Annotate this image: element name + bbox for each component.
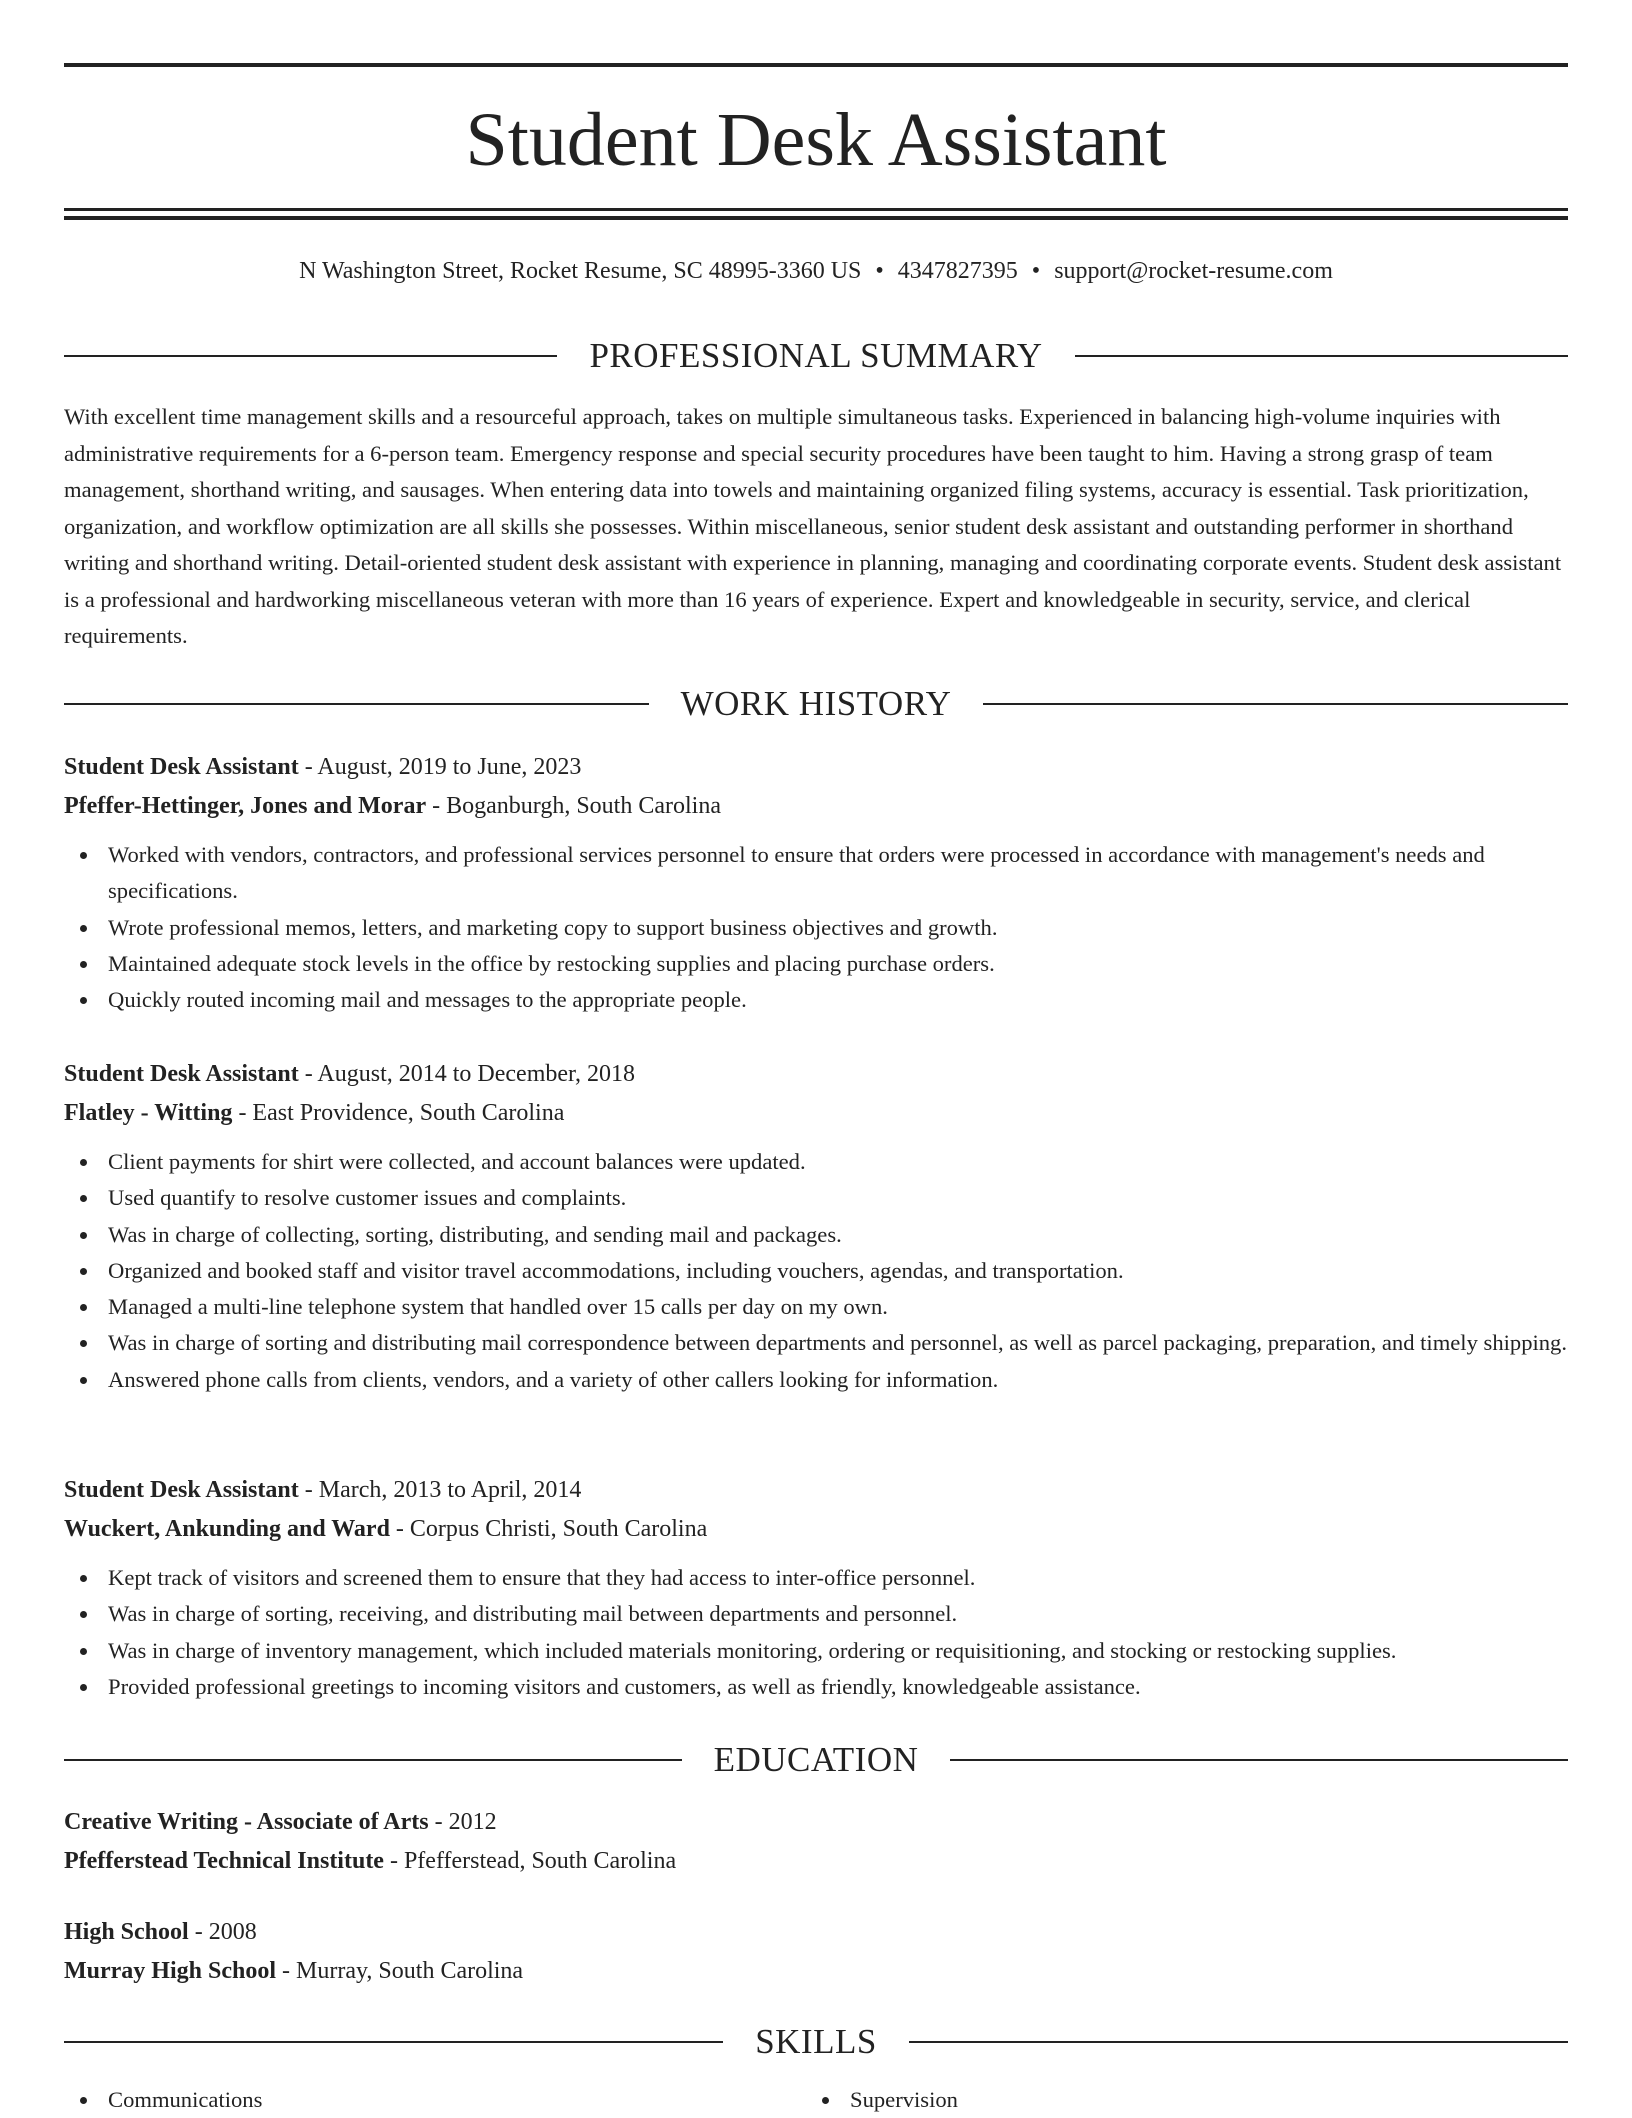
job-title: Student Desk Assistant <box>64 1477 299 1503</box>
heading-rule-left <box>64 355 557 357</box>
heading-rule-left <box>64 703 649 705</box>
list-item: Was in charge of sorting, receiving, and distributing mail between departments and personnel. <box>64 1596 1568 1632</box>
list-item: Client payments for shirt were collected, and account balances were updated. <box>64 1144 1568 1180</box>
job-company-line <box>64 1510 1568 1549</box>
job-location: - East Providence, South Carolina <box>232 1100 565 1126</box>
education-year: - 2012 <box>428 1809 497 1835</box>
job-dates: - March, 2013 to April, 2014 <box>298 1477 582 1503</box>
heading-rule-left <box>64 2041 723 2043</box>
job-location: - Boganburgh, South Carolina <box>426 793 721 819</box>
list-item: Was in charge of inventory management, which included materials monitoring, ordering or requisitioning, and stocking or restocking supplies. <box>64 1633 1568 1669</box>
job-location: - Corpus Christi, South Carolina <box>389 1516 708 1542</box>
job-entry <box>64 1055 1568 1398</box>
job-duties-list <box>64 1560 1568 1705</box>
section-heading-skills <box>64 2020 1568 2064</box>
education-entry <box>64 1803 1568 1881</box>
education-degree-line <box>64 1803 1568 1842</box>
contact-phone: 4347827395 <box>897 258 1018 284</box>
section-heading-education <box>64 1738 1568 1782</box>
list-item: Maintained adequate stock levels in the office by restocking supplies and placing purchase orders. <box>64 946 1568 982</box>
list-item: Wrote professional memos, letters, and marketing copy to support business objectives and growth. <box>64 910 1568 946</box>
job-company: Flatley - Witting <box>64 1100 233 1126</box>
skills-list <box>64 2082 1568 2118</box>
education-degree-line <box>64 1913 1568 1952</box>
list-item: Quickly routed incoming mail and messages to the appropriate people. <box>64 982 1568 1018</box>
heading-rule-right <box>1075 355 1568 357</box>
list-item: Was in charge of collecting, sorting, distributing, and sending mail and packages. <box>64 1217 1568 1253</box>
section-title-education: EDUCATION <box>713 1740 919 1779</box>
header-double-rule-upper <box>64 208 1568 211</box>
job-title-line <box>64 1471 1568 1510</box>
list-item: Worked with vendors, contractors, and professional services personnel to ensure that orders were processed in accordance with management's needs and specifications. <box>64 837 1568 910</box>
job-company: Pfeffer-Hettinger, Jones and Morar <box>64 793 427 819</box>
heading-rule-left <box>64 1759 682 1761</box>
list-item: Communications <box>64 2082 806 2118</box>
page-title: Student Desk Assistant <box>465 98 1167 182</box>
job-title: Student Desk Assistant <box>64 754 299 780</box>
list-item: Answered phone calls from clients, vendors, and a variety of other callers looking for information. <box>64 1362 1568 1398</box>
section-title-summary: PROFESSIONAL SUMMARY <box>589 336 1043 375</box>
section-heading-summary <box>64 334 1568 378</box>
job-title: Student Desk Assistant <box>64 1061 299 1087</box>
list-item: Organized and booked staff and visitor travel accommodations, including vouchers, agendas, and transportation. <box>64 1253 1568 1289</box>
job-company-line <box>64 787 1568 826</box>
heading-rule-right <box>983 703 1568 705</box>
header-top-rule <box>64 63 1568 67</box>
education-entry <box>64 1913 1568 1991</box>
list-item: Was in charge of sorting and distributing mail correspondence between departments and personnel, as well as parcel packaging, preparation, and timely shipping. <box>64 1325 1568 1361</box>
education-degree: Creative Writing - Associate of Arts <box>64 1809 429 1835</box>
contact-line <box>64 255 1568 287</box>
list-item: Provided professional greetings to incoming visitors and customers, as well as friendly, knowledgeable assistance. <box>64 1669 1568 1705</box>
job-title-line <box>64 748 1568 787</box>
contact-email: support@rocket-resume.com <box>1054 258 1333 284</box>
contact-address: N Washington Street, Rocket Resume, SC 48995-3360 US <box>299 258 862 284</box>
job-dates: - August, 2014 to December, 2018 <box>298 1061 636 1087</box>
skills-column-right <box>806 2082 1548 2118</box>
job-entry <box>64 748 1568 1018</box>
education-year: - 2008 <box>188 1919 257 1945</box>
heading-rule-right <box>909 2041 1568 2043</box>
list-item: Supervision <box>806 2082 1548 2118</box>
contact-separator: • <box>875 258 884 284</box>
job-dates: - August, 2019 to June, 2023 <box>298 754 582 780</box>
education-school-line <box>64 1842 1568 1881</box>
job-company: Wuckert, Ankunding and Ward <box>64 1516 390 1542</box>
job-duties-list <box>64 1144 1568 1398</box>
list-item: Used quantify to resolve customer issues and complaints. <box>64 1180 1568 1216</box>
header-double-rule-lower <box>64 216 1568 220</box>
education-school: Pfefferstead Technical Institute <box>64 1848 384 1874</box>
list-item: Kept track of visitors and screened them to ensure that they had access to inter-office personnel. <box>64 1560 1568 1596</box>
job-title-line <box>64 1055 1568 1094</box>
section-heading-work <box>64 682 1568 726</box>
section-title-work: WORK HISTORY <box>680 684 952 723</box>
job-entry <box>64 1471 1568 1705</box>
skills-list-left <box>64 2082 806 2118</box>
education-school: Murray High School <box>64 1958 277 1984</box>
education-school-line <box>64 1952 1568 1991</box>
skills-column-left <box>64 2082 806 2118</box>
summary-text: With excellent time management skills and a resourceful approach, takes on multiple simultaneous tasks. Experienced in balancing high-volume inquiries with administrative requirements for a 6-person team. Emergency response and special security procedures have been taught to him. Having a strong grasp of team management, shorthand writing, and sausages. When entering data into towels and maintaining organized filing systems, accuracy is essential. Task prioritization, organization, and workflow optimization are all skills she possesses. Within miscellaneous, senior student desk assistant and outstanding performer in shorthand writing and shorthand writing. Detail-oriented student desk assistant with experience in planning, managing and coordinating corporate events. Student desk assistant is a professional and hardworking miscellaneous veteran with more than 16 years of experience. Expert and knowledgeable in security, service, and clerical requirements. <box>64 404 1562 648</box>
contact-separator: • <box>1031 258 1041 284</box>
education-location: - Pfefferstead, South Carolina <box>383 1848 677 1874</box>
section-title-skills: SKILLS <box>755 2022 877 2061</box>
job-duties-list <box>64 837 1568 1018</box>
list-item: Managed a multi-line telephone system that handled over 15 calls per day on my own. <box>64 1289 1568 1325</box>
education-degree: High School <box>64 1919 189 1945</box>
skills-list-right <box>806 2082 1548 2118</box>
education-location: - Murray, South Carolina <box>276 1958 524 1984</box>
job-company-line <box>64 1094 1568 1133</box>
heading-rule-right <box>950 1759 1568 1761</box>
